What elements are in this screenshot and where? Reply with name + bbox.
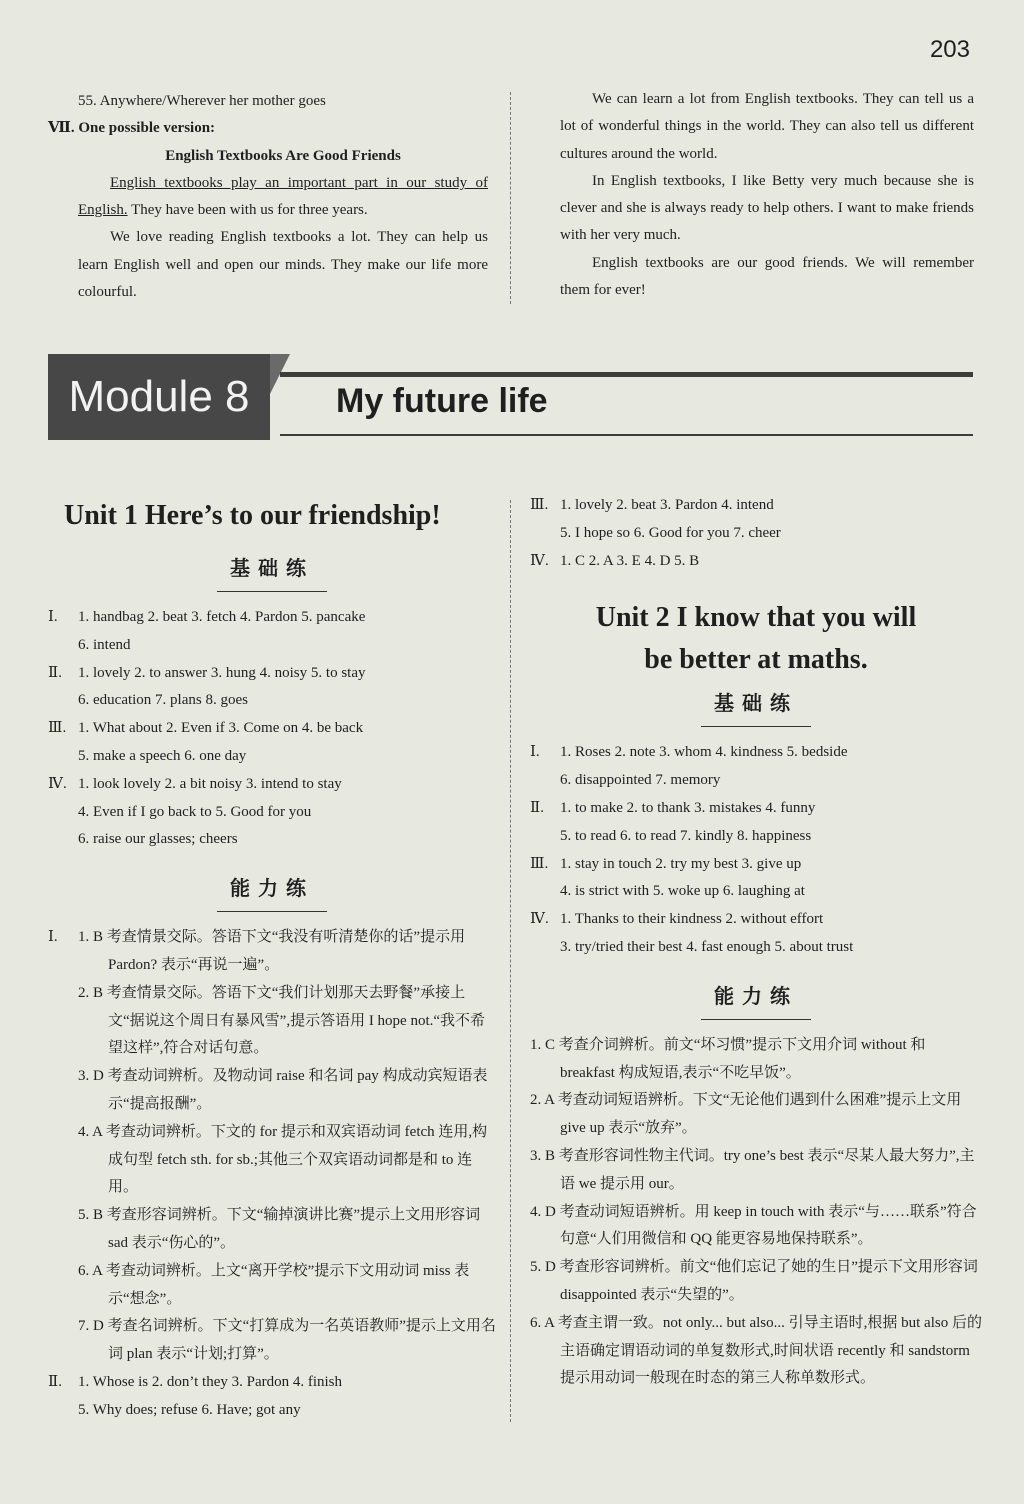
- explanation-item: 2. A 考查动词短语辨析。下文“无论他们遇到什么困难”提示上文用 give up 表示“放弃”。: [530, 1092, 962, 1137]
- unit1-jichu-answers: [48, 604, 496, 854]
- column-divider-main: [510, 500, 511, 1422]
- answer-row: 4. Even if I go back to 5. Good for you: [78, 803, 312, 820]
- unit2-title: [530, 597, 982, 681]
- answer-row: Ⅲ. 1. What about 2. Even if 3. Come on 4. be back: [48, 720, 364, 737]
- answer-row: 6. intend: [78, 636, 131, 653]
- explanation-item: 1. B 考查情景交际。答语下文“我没有听清楚你的话”提示用 Pardon? 表示“再说一遍”。: [78, 929, 466, 973]
- nengli-block: [48, 924, 496, 1369]
- page-number: 203: [929, 36, 970, 63]
- explanation-item: 7. D 考查名词辨析。下文“打算成为一名英语教师”提示上文用名词 plan 表示“计划;打算”。: [78, 1318, 496, 1363]
- essay-paragraph-3: We can learn a lot from English textbooks. They can tell us a lot of wonderful things in the world. They can also tell us different cultures around the world.: [560, 91, 974, 162]
- section-vii-label: Ⅶ. One possible version:: [48, 120, 216, 137]
- unit2-title-line-1: Unit 2 I know that you will: [595, 602, 917, 634]
- answer-row: 6. education 7. plans 8. goes: [78, 692, 248, 709]
- explanation-item: 6. A 考查主谓一致。not only... but also... 引导主语时,根据 but also 后的主语确定谓语动词的单复数形式,时间状语 recently 和 sandstorm 提示用动词一般现在时态的第三人称单数形式。: [530, 1314, 982, 1387]
- answer-row: Ⅳ. 1. C 2. A 3. E 4. D 5. B: [530, 552, 700, 569]
- answer-row: 5. Why does; refuse 6. Have; got any: [78, 1401, 301, 1418]
- answer-row: Ⅱ. 1. Whose is 2. don’t they 3. Pardon 4. finish: [48, 1373, 343, 1390]
- answer-row: 3. try/tried their best 4. fast enough 5. about trust: [560, 938, 854, 955]
- explanation-item: 3. B 考查形容词性物主代词。try one’s best 表示“尽某人最大努力”,主语 we 提示用 our。: [530, 1147, 975, 1192]
- answer-row: 6. raise our glasses; cheers: [78, 831, 238, 848]
- module-banner: [48, 354, 973, 440]
- answer-row: Ⅰ. 1. handbag 2. beat 3. fetch 4. Pardon 5. pancake: [48, 609, 366, 625]
- paragraph-1-rest: They have been with us for three years.: [127, 202, 368, 219]
- unit2-title-line-2: be better at maths.: [644, 644, 868, 676]
- answer-row: Ⅳ. 1. look lovely 2. a bit noisy 3. intend to stay: [48, 775, 342, 792]
- explanation-item: 3. D 考查动词辨析。及物动词 raise 和名词 pay 构成动宾短语表示“提高报酬”。: [78, 1068, 488, 1112]
- top-left-column: [48, 88, 488, 306]
- module-rule-top: [280, 372, 973, 377]
- answer-row: Ⅱ. 1. lovely 2. to answer 3. hung 4. noisy 5. to stay: [48, 664, 366, 681]
- explanation-item: 4. D 考查动词短语辨析。用 keep in touch with 表示“与……联系”符合句意“人们用微信和 QQ 能更容易地保持联系”。: [530, 1203, 977, 1248]
- unit2-nengli-heading: 能力练: [530, 980, 982, 1012]
- roman-numeral: Ⅰ.: [48, 929, 58, 946]
- essay-paragraph-1: [78, 170, 488, 225]
- unit2-nengli-answers: [530, 1032, 982, 1393]
- answer-row: Ⅱ. 1. to make 2. to thank 3. mistakes 4. funny: [530, 799, 816, 816]
- essay-paragraph-5: English textbooks are our good friends. We will remember them for ever!: [560, 254, 974, 299]
- answer-row: 5. I hope so 6. Good for you 7. cheer: [560, 524, 781, 541]
- unit2-jichu-heading: 基础练: [530, 687, 982, 719]
- explanation-item: 5. D 考查形容词辨析。前文“他们忘记了她的生日”提示下文用形容词 disappointed 表示“失望的”。: [530, 1259, 978, 1303]
- module-label: Module 8: [48, 354, 270, 440]
- underlined-sentence: English textbooks play an important part in our study of English.: [78, 174, 488, 219]
- top-right-column: [560, 86, 974, 304]
- left-column: [48, 496, 496, 1425]
- unit1-jichu-heading: 基础练: [48, 552, 496, 584]
- answer-row: Ⅲ. 1. lovely 2. beat 3. Pardon 4. intend: [530, 497, 774, 513]
- explanation-list: [78, 924, 496, 1369]
- answer-row: Ⅲ. 1. stay in touch 2. try my best 3. give up: [530, 855, 802, 872]
- explanation-item: 4. A 考查动词辨析。下文的 for 提示和双宾语动词 fetch 连用,构成句型 fetch sth. for sb.;其他三个双宾语动词都是和 to 连用。: [78, 1123, 488, 1196]
- column-divider-top: [510, 92, 511, 304]
- unit1-title: Unit 1 Here’s to our friendship!: [64, 500, 441, 531]
- explanation-item: 2. B 考查情景交际。答语下文“我们计划那天去野餐”承接上文“据说这个周日有暴风雪”,提示答语用 I hope not.“我不希望这样”,符合对话句意。: [78, 984, 486, 1057]
- answer-row: Ⅳ. 1. Thanks to their kindness 2. without effort: [530, 911, 824, 928]
- explanation-item: 5. B 考查形容词辨析。下文“输掉演讲比赛”提示上文用形容词 sad 表示“伤心的”。: [78, 1207, 481, 1251]
- essay-paragraph-2: We love reading English textbooks a lot. They can help us learn English well and open our minds. They make our life more colourful.: [78, 229, 488, 301]
- unit1-nengli-answers: [48, 924, 496, 1424]
- answer-row: Ⅰ. 1. Roses 2. note 3. whom 4. kindness 5. bedside: [530, 744, 848, 761]
- answer-row: 4. is strict with 5. woke up 6. laughing at: [560, 883, 805, 900]
- item-55: 55. Anywhere/Wherever her mother goes: [78, 93, 326, 109]
- explanation-item: 1. C 考查介词辨析。前文“坏习惯”提示下文用介词 without 和 breakfast 构成短语,表示“不吃早饭”。: [530, 1036, 926, 1081]
- module-rule-bottom: [280, 434, 973, 436]
- unit2-jichu-answers: [530, 739, 982, 961]
- unit1-continued-answers: [530, 492, 982, 575]
- module-title: My future life: [336, 382, 548, 420]
- explanation-item: 6. A 考查动词辨析。上文“离开学校”提示下文用动词 miss 表示“想念”。: [78, 1262, 470, 1307]
- answer-row: 5. to read 6. to read 7. kindly 8. happiness: [560, 827, 812, 844]
- essay-title: English Textbooks Are Good Friends: [165, 147, 401, 164]
- unit1-nengli-heading: 能力练: [48, 872, 496, 904]
- right-column: [530, 492, 982, 1393]
- answer-row: 6. disappointed 7. memory: [560, 772, 721, 789]
- answer-row: 5. make a speech 6. one day: [78, 747, 247, 764]
- essay-paragraph-4: In English textbooks, I like Betty very much because she is clever and she is always ready to help others. I want to make friends with her very much.: [560, 172, 974, 244]
